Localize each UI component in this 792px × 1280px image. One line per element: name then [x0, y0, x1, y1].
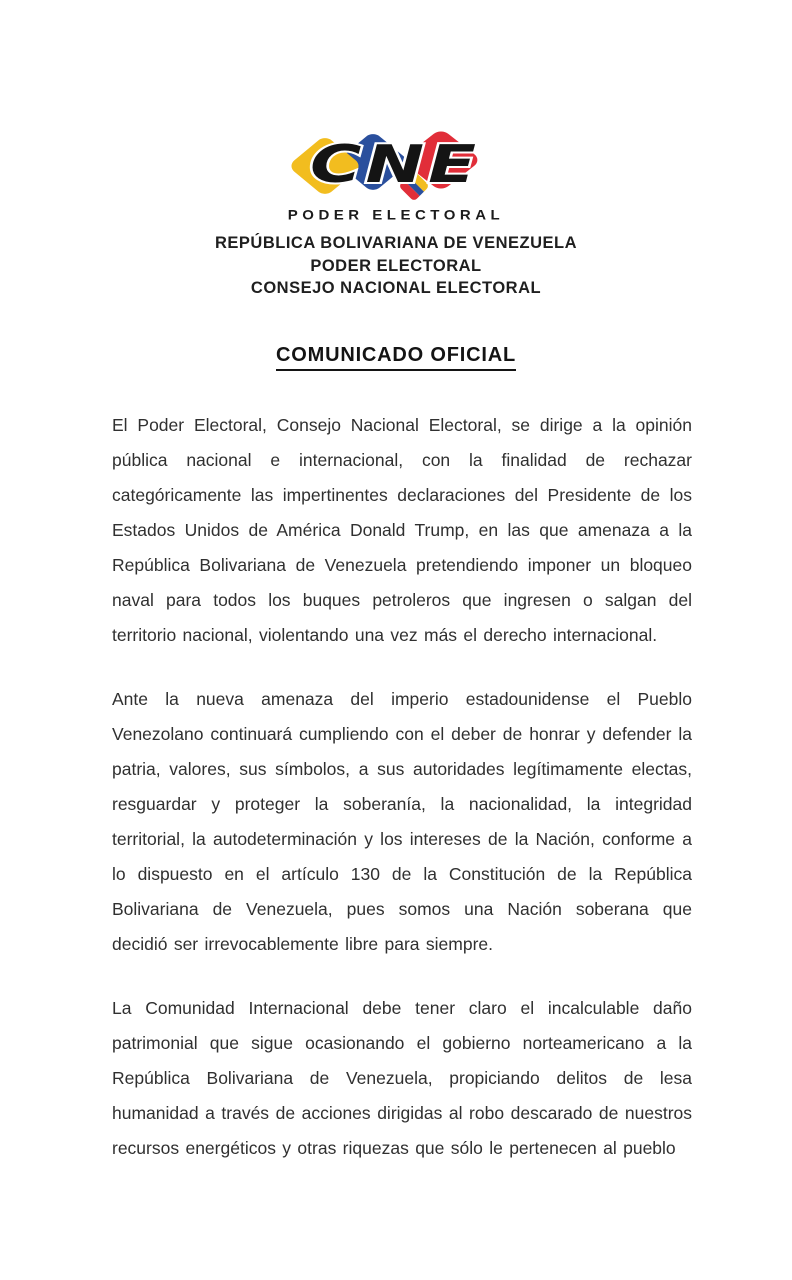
cne-logo-emblem — [280, 126, 512, 204]
cne-logo — [0, 0, 792, 225]
header-line-republic: REPÚBLICA BOLIVARIANA DE VENEZUELA — [215, 234, 577, 252]
communique-title-text: COMUNICADO OFICIAL — [276, 344, 516, 371]
header-line-poder-electoral: PODER ELECTORAL — [310, 256, 482, 275]
paragraph-international-community: La Comunidad Internacional debe tener claro el incalculable daño patrimonial que sigue ocasionando el gobierno norteamericano a la República Bolivariana de Venezuela, propiciando delitos de lesa humanidad a través de acciones dirigidas al robo descarado de nuestros recursos energéticos y otras riquezas que sólo le pertenecen al pueblo — [112, 997, 692, 1158]
communique-body — [112, 408, 692, 1166]
paragraph-rejection: El Poder Electoral, Consejo Nacional Electoral, se dirige a la opinión pública nacional e internacional, con la finalidad de rechazar categóricamente las impertinentes declaraciones del Presidente de los Estados Unidos de América Donald Trump, en las que amenaza a la República Bolivariana de Venezuela pretendiendo imponer un bloqueo naval para todos los buques petroleros que ingresen o salgan del territorio nacional, violentando una vez más el derecho internacional. — [112, 414, 692, 645]
paragraph-sovereignty: Ante la nueva amenaza del imperio estadounidense el Pueblo Venezolano continuará cumpliendo con el deber de honrar y defender la patria, valores, sus símbolos, a sus autoridades legítimamente electas, resguardar y proteger la soberanía, la nacionalidad, la integridad territorial, la autodeterminación y los intereses de la Nación, conforme a lo dispuesto en el artículo 130 de la Constitución de la República Bolivariana de Venezuela, pues somos una Nación soberana que decidió ser irrevocablemente libre para siempre. — [112, 688, 692, 954]
communique-title — [0, 344, 792, 371]
header-line-consejo: CONSEJO NACIONAL ELECTORAL — [250, 279, 542, 297]
document-header — [0, 232, 792, 300]
cne-acronym: CNE — [310, 135, 480, 195]
logo-subtitle: PODER ELECTORAL — [287, 207, 505, 224]
